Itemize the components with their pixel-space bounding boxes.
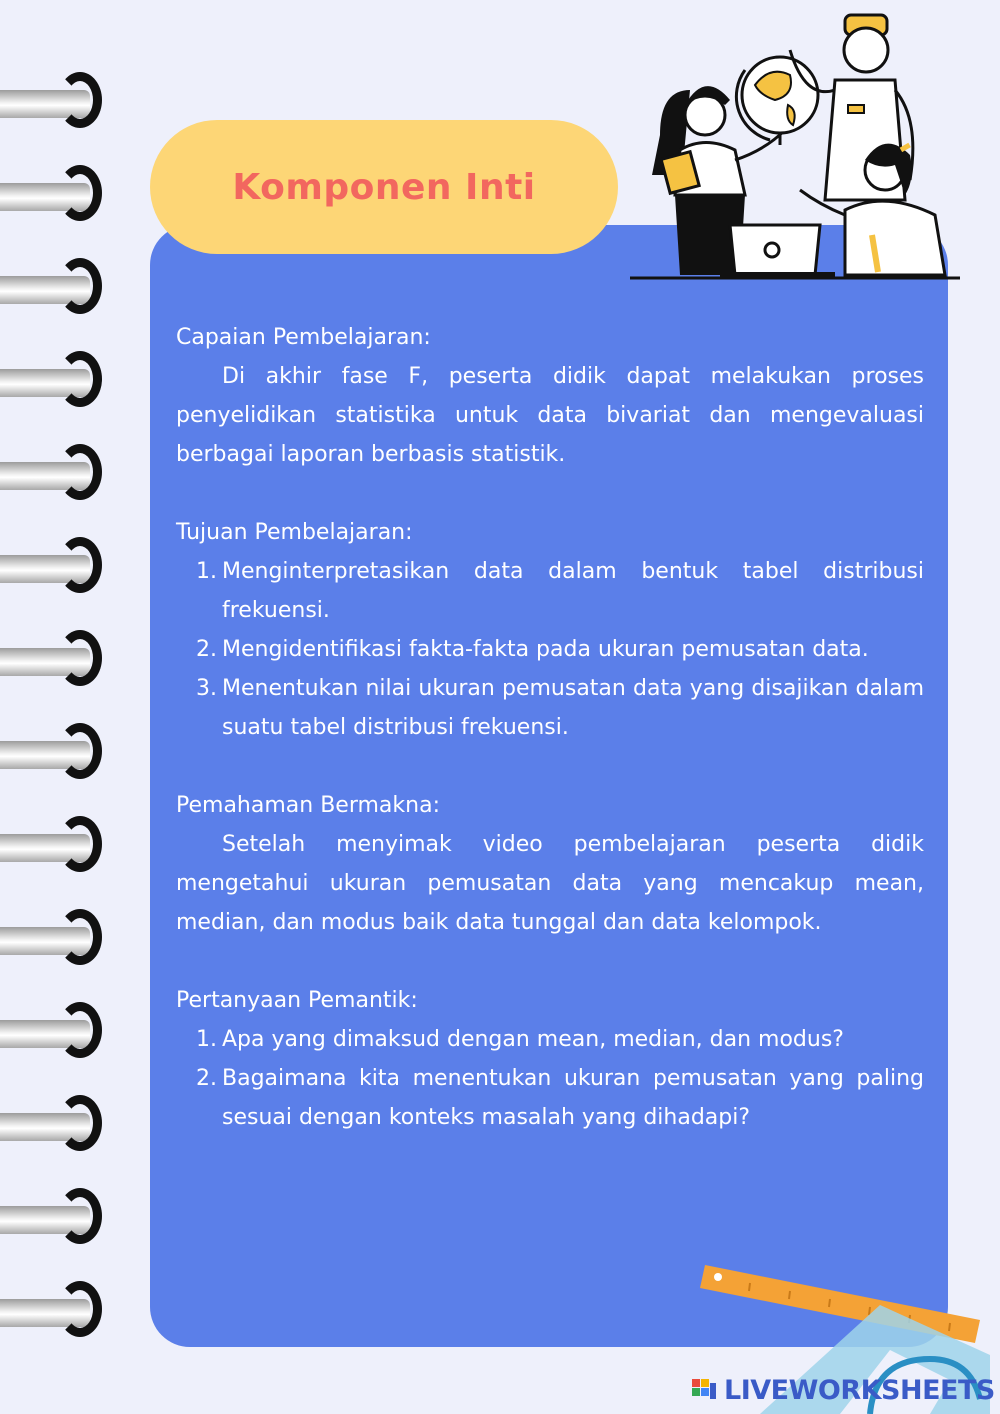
students-illustration (620, 10, 970, 290)
binding-ring (0, 721, 120, 791)
list-item (176, 630, 924, 669)
spiral-binding (0, 0, 130, 1414)
list-item (176, 552, 924, 630)
binding-ring (0, 1000, 120, 1070)
pertanyaan-list (176, 1020, 924, 1137)
binding-ring (0, 1279, 120, 1349)
list-item-text: Apa yang dimaksud dengan mean, median, dan modus? (222, 1027, 844, 1052)
binding-ring (0, 70, 120, 140)
pemahaman-text: Setelah menyimak video pembelajaran peserta didik mengetahui ukuran pemusatan data yang mencakup mean, median, dan modus baik data tunggal dan data kelompok. (176, 832, 924, 935)
list-number: 2. (196, 637, 217, 662)
list-number: 1. (196, 1027, 217, 1052)
title-pill (150, 120, 618, 254)
pertanyaan-heading: Pertanyaan Pemantik: (176, 988, 418, 1013)
list-number: 3. (196, 676, 217, 701)
list-item-text: Menentukan nilai ukuran pemusatan data yang disajikan dalam suatu tabel distribusi frekuensi. (222, 676, 924, 740)
capaian-text: Di akhir fase F, peserta didik dapat melakukan proses penyelidikan statistika untuk data bivariat dan mengevaluasi berbagai laporan berbasis statistik. (176, 364, 924, 467)
list-item (176, 669, 924, 747)
binding-ring (0, 349, 120, 419)
binding-ring (0, 907, 120, 977)
list-item-text: Bagaimana kita menentukan ukuran pemusatan yang paling sesuai dengan konteks masalah yang dihadapi? (222, 1066, 924, 1130)
brand-name: LIVEWORKSHEETS (724, 1374, 995, 1406)
list-number: 2. (196, 1066, 217, 1091)
liveworksheets-logo-icon (690, 1375, 720, 1405)
list-item (176, 1059, 924, 1137)
binding-ring (0, 628, 120, 698)
tujuan-list (176, 552, 924, 747)
list-item (176, 1020, 924, 1059)
binding-ring (0, 1186, 120, 1256)
footer-brand (690, 1372, 995, 1408)
content-body (176, 318, 924, 1137)
binding-ring (0, 535, 120, 605)
binding-ring (0, 1093, 120, 1163)
list-item-text: Mengidentifikasi fakta-fakta pada ukuran pemusatan data. (222, 637, 869, 662)
tujuan-heading: Tujuan Pembelajaran: (176, 520, 413, 545)
pemahaman-heading: Pemahaman Bermakna: (176, 793, 440, 818)
list-item-text: Menginterpretasikan data dalam bentuk tabel distribusi frekuensi. (222, 559, 924, 623)
page-title: Komponen Inti (232, 166, 536, 208)
binding-ring (0, 442, 120, 512)
binding-ring (0, 163, 120, 233)
capaian-heading: Capaian Pembelajaran: (176, 325, 431, 350)
binding-ring (0, 814, 120, 884)
binding-ring (0, 256, 120, 326)
list-number: 1. (196, 559, 217, 584)
